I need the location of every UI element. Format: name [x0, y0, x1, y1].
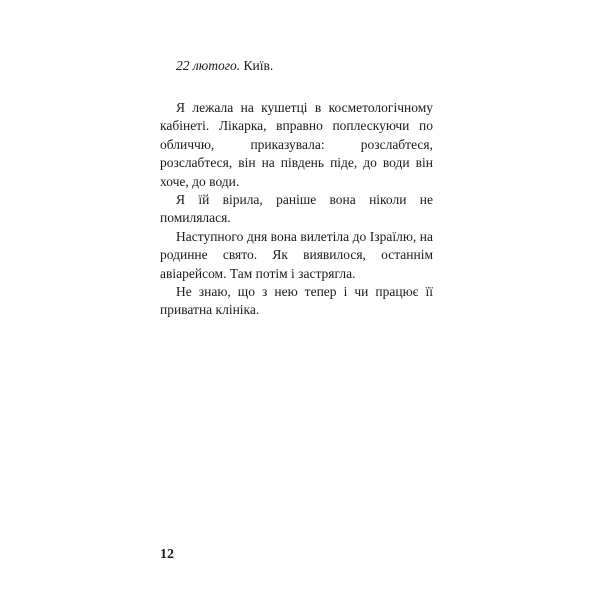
- page-number: 12: [160, 547, 174, 562]
- paragraph-4: Не знаю, що з нею тепер і чи працює її приватна клініка.: [160, 284, 433, 318]
- paragraph-3: Наступного дня вона вилетіла до Ізраїлю, на родинне свято. Як виявилося, останнім авіарейсом. Там потім і застрягла.: [160, 228, 433, 281]
- entry-body: [160, 99, 433, 320]
- entry-dateline: [176, 57, 273, 75]
- paragraph-1: Я лежала на кушетці в косметологічному кабінеті. Лікарка, вправно поплескуючи по обличчю, приказувала: розслабтеся, розслабтеся, він на південь піде, до води він хоче, до води.: [160, 100, 433, 189]
- entry-date: 22 лютого.: [176, 58, 241, 73]
- entry-place: Київ.: [243, 58, 274, 73]
- paragraph-2: Я їй вірила, раніше вона ніколи не помилялася.: [160, 192, 433, 226]
